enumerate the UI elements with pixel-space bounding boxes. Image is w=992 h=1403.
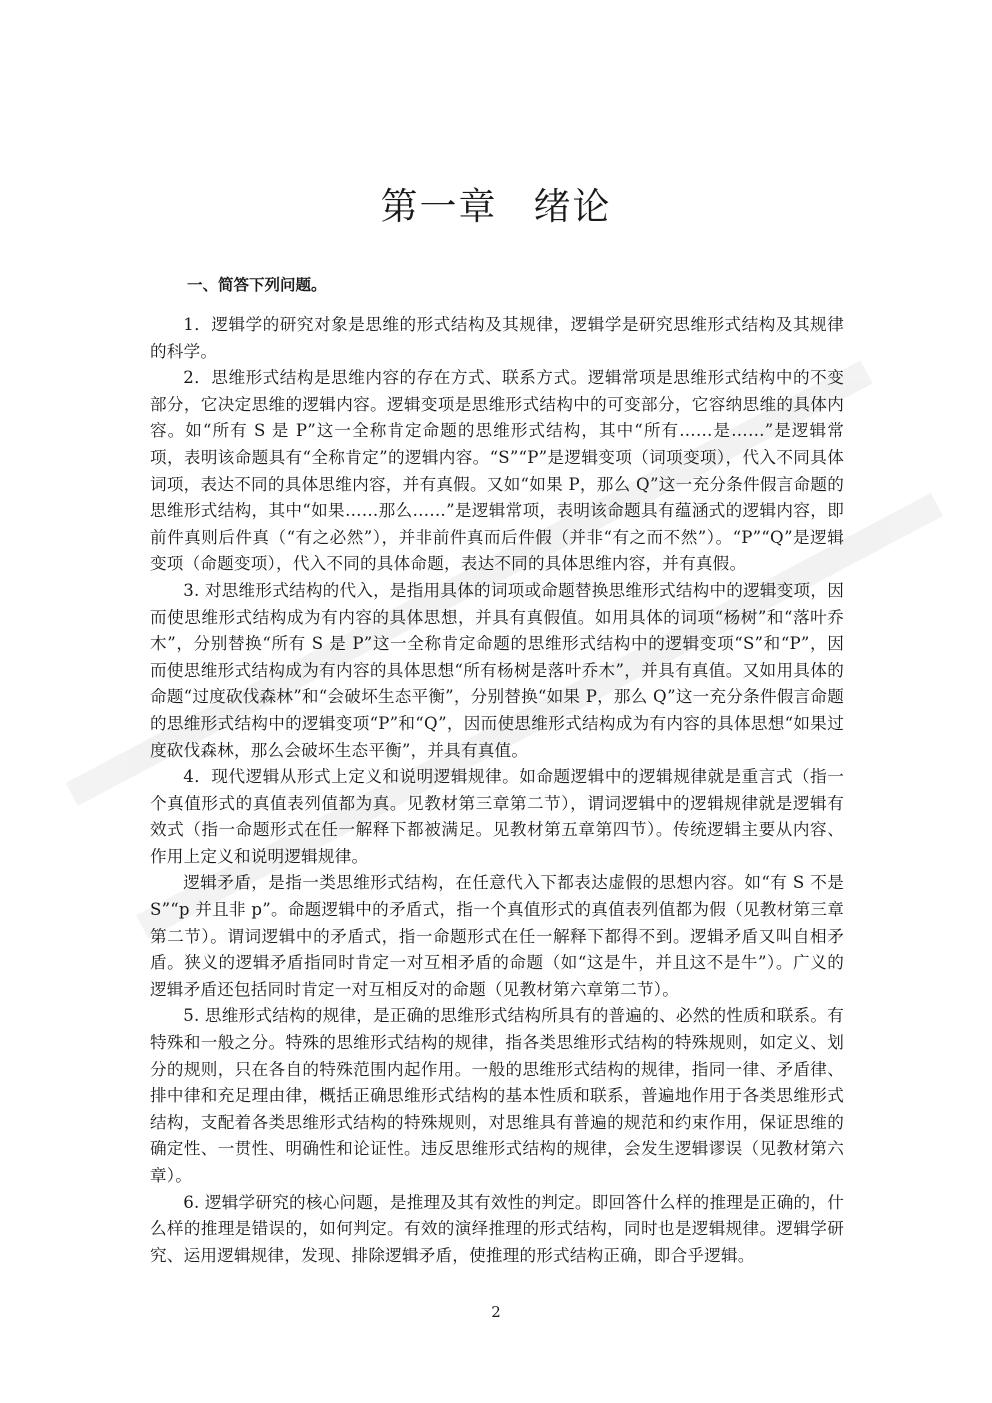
paragraph-3: 3. 对思维形式结构的代入，是指用具体的词项或命题替换思维形式结构中的逻辑变项，因而使思维形式结构成为有内容的具体思想，并具有真假值。如用具体的词项“杨树”和“落叶乔木”，分别替换“所有 S 是 P”这一全称肯定命题的思维形式结构中的逻辑变项“S”和“P”，因而使思维形式结构成为有内容的具体思想“所有杨树是落叶乔木”，并具有真值。又如用具体的命题“过度砍伐森林”和“会破坏生态平衡”，分别替换“如果 P，那么 Q”这一充分条件假言命题的思维形式结构中的逻辑变项“P”和“Q”，因而使思维形式结构成为有内容的具体思想“如果过度砍伐森林，那么会破坏生态平衡”，并具有真值。 <box>150 580 844 760</box>
chapter-name: 绪论 <box>533 185 612 228</box>
section-heading: 一、简答下列问题。 <box>187 276 327 294</box>
paragraph-4-contradiction: 逻辑矛盾，是指一类思维形式结构，在任意代入下都表达虚假的思想内容。如“有 S 不是 S”“p 并且非 p”。命题逻辑中的矛盾式，指一个真值形式的真值表列值都为假（见教材第三章第二节）。谓词逻辑中的矛盾式，指一命题形式在任一解释下都得不到。逻辑矛盾又叫自相矛盾。狭义的逻辑矛盾指同时肯定一对互相矛盾的命题（如“这是牛，并且这不是牛”）。广义的逻辑矛盾还包括同时肯定一对互相反对的命题（见教材第六章第二节）。 <box>150 873 844 999</box>
page-number: 2 <box>491 1303 501 1321</box>
paragraph-1: 1．逻辑学的研究对象是思维的形式结构及其规律，逻辑学是研究思维形式结构及其规律的科学。 <box>150 315 844 361</box>
chapter-number: 第一章 <box>380 185 498 228</box>
body-text <box>150 312 844 1269</box>
paragraph-6: 6. 逻辑学研究的核心问题，是推理及其有效性的判定。即回答什么样的推理是正确的，什么样的推理是错误的，如何判定。有效的演绎推理的形式结构，同时也是逻辑规律。逻辑学研究、运用逻辑规律，发现、排除逻辑矛盾，使推理的形式结构正确，即合乎逻辑。 <box>150 1192 844 1265</box>
paragraph-5: 5. 思维形式结构的规律，是正确的思维形式结构所具有的普遍的、必然的性质和联系。有特殊和一般之分。特殊的思维形式结构的规律，指各类思维形式结构的特殊规则，如定义、划分的规则，只在各自的特殊范围内起作用。一般的思维形式结构的规律，指同一律、矛盾律、排中律和充足理由律，概括正确思维形式结构的基本性质和联系，普遍地作用于各类思维形式结构，支配着各类思维形式结构的特殊规则，对思维具有普遍的规范和约束作用，保证思维的确定性、一贯性、明确性和论证性。违反思维形式结构的规律，会发生逻辑谬误（见教材第六章）。 <box>150 1006 844 1185</box>
paragraph-2: 2．思维形式结构是思维内容的存在方式、联系方式。逻辑常项是思维形式结构中的不变部分，它决定思维的逻辑内容。逻辑变项是思维形式结构中的可变部分，它容纳思维的具体内容。如“所有 S 是 P”这一全称肯定命题的思维形式结构，其中“所有……是……”是逻辑常项，表明该命题具有“全称肯定”的逻辑内容。“S”“P”是逻辑变项（词项变项），代入不同具体词项，表达不同的具体思维内容，并有真假。又如“如果 P，那么 Q”这一充分条件假言命题的思维形式结构，其中“如果……那么……”是逻辑常项，表明该命题具有蕴涵式的逻辑内容，即前件真则后件真（“有之必然”），并非前件真而后件假（并非“有之而不然”）。“P”“Q”是逻辑变项（命题变项），代入不同的具体命题，表达不同的具体思维内容，并有真假。 <box>150 368 844 574</box>
paragraph-4: 4．现代逻辑从形式上定义和说明逻辑规律。如命题逻辑中的逻辑规律就是重言式（指一个真值形式的真值表列值都为真。见教材第三章第二节），谓词逻辑中的逻辑规律就是逻辑有效式（指一命题形式在任一解释下都被满足。见教材第五章第四节）。传统逻辑主要从内容、作用上定义和说明逻辑规律。 <box>150 767 844 866</box>
chapter-title <box>0 183 992 231</box>
